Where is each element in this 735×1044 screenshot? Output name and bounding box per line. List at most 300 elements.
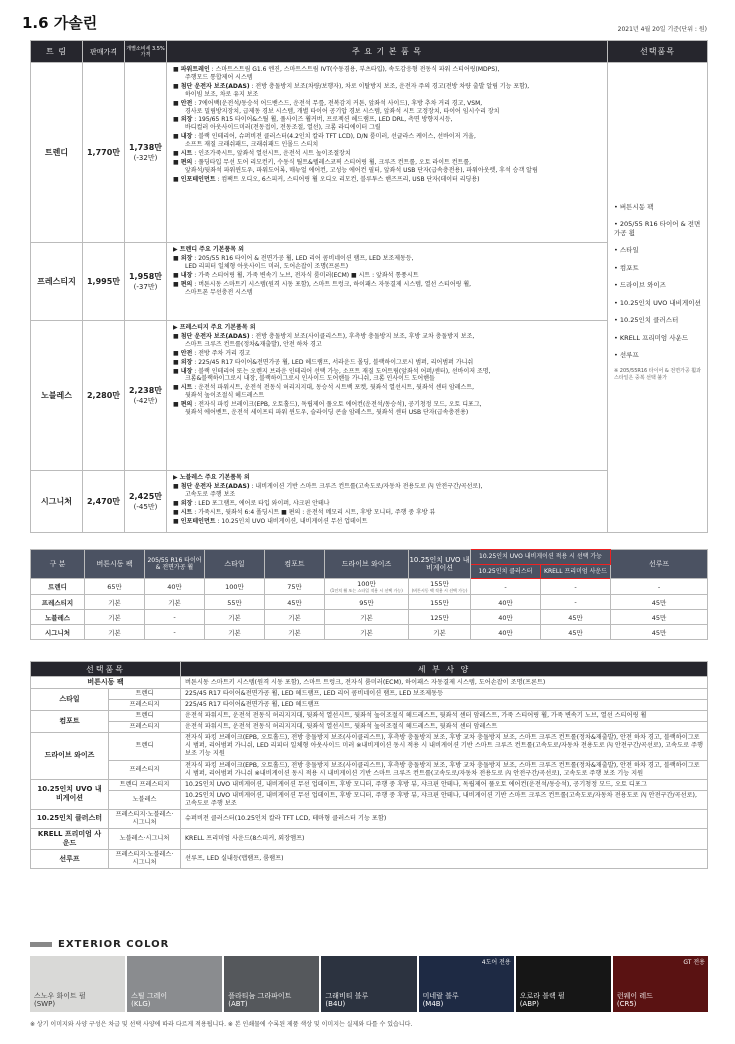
- feature-text-cont: 고속도로 주행 보조: [185, 490, 236, 498]
- trim-name: 노블레스: [31, 321, 83, 471]
- detail-spec: 10.25인치 UVO 내비게이션, 내비게이션 무선 업데이트, 후방 모니터, 주행 중 후방 뷰, 샤크핀 안테나, 독립제어 풀오토 에어컨(운전석/동승석), 공기청정 모드, 오토 디포그: [181, 779, 708, 790]
- price-cell: [265, 595, 325, 610]
- detail-spec: 225/45 R17 타이어&전면가공 휠, LED 헤드램프: [181, 700, 708, 711]
- option-price-table: [30, 549, 708, 640]
- detail-row: [31, 677, 708, 689]
- header-nav-group: 10.25인치 UVO 내비게이션 적용 시 선택 가능: [471, 550, 611, 565]
- feature-list: [167, 471, 608, 533]
- detail-trim: 트렌디: [109, 733, 181, 760]
- trim-name: 트렌디: [31, 63, 83, 243]
- color-code: (CR5): [616, 1000, 637, 1009]
- trim-tax-price: [125, 63, 167, 243]
- option-item: • KRELL 프리미엄 사운드: [614, 333, 689, 342]
- price-cell: [541, 625, 611, 640]
- detail-trim: 트렌디: [109, 711, 181, 722]
- price-value: 40만: [498, 613, 513, 622]
- detail-spec: 운전석 파워시트, 운전석 전동식 허리지지대, 뒷좌석 열선시트, 뒷좌석 높이조절식 헤드레스트, 뒷좌석 센터 암레스트, 가죽 스티어링 휠, 가죽 변속기 노브, 열선 스티어링 휠: [181, 711, 708, 722]
- price-cell: [265, 625, 325, 640]
- detail-trim: 프레스티지: [109, 722, 181, 733]
- detail-row: [31, 790, 708, 809]
- feature-text-cont: 바디컬러 아웃사이드미러(전동접이, 전동조절, 열선), 크롬 라디에이터 그릴: [185, 124, 381, 132]
- trim-tax-price: [125, 243, 167, 321]
- color-name: 스노우 화이트 펄: [34, 991, 86, 1000]
- detail-row: [31, 828, 708, 849]
- feature-category: ▶ 노블레스 주요 기본품목 외: [173, 474, 250, 481]
- header-krell: KRELL 프리미엄 사운드: [541, 564, 611, 579]
- feature-list: [167, 63, 608, 243]
- header-option-item: 선택품목: [31, 662, 181, 677]
- header-price: 판매가격: [83, 41, 125, 63]
- feature-list: [167, 321, 608, 471]
- price-value: -: [657, 582, 661, 591]
- price-cell: [85, 625, 145, 640]
- price-cell: [541, 595, 611, 610]
- footer-note: ※ 상기 이미지와 사양 구성은 차급 및 선택 사양에 따라 다르게 적용됩니다. ※ 본 인쇄물에 수록된 제품 색상 및 이미지는 실제와 다를 수 있습니다.: [30, 1021, 413, 1028]
- price-cell: [85, 579, 145, 595]
- price-value: 40만: [498, 598, 513, 607]
- feature-category: ▶ 프레스티지 주요 기본품목 외: [173, 324, 256, 331]
- price-cell: [145, 625, 205, 640]
- header-drive-wise: 드라이브 와이즈: [325, 550, 409, 579]
- price-value: 155만: [430, 598, 449, 607]
- tax-price-diff: (-45만): [133, 503, 158, 511]
- feature-text: : 전방 충돌방지 보조(차량/보행자), 차로 이탈방지 보조, 운전자 주의 경고(전방 차량 출발 알림 기능 포함),: [249, 82, 530, 90]
- option-item: • 선루프: [614, 350, 639, 359]
- detail-category: 10.25인치 클러스터: [31, 809, 109, 828]
- feature-text: : 10.25인치 UVO 내비게이션, 내비게이션 무선 업데이트: [215, 517, 368, 525]
- feature-line: [173, 500, 601, 508]
- color-swatch: [613, 956, 708, 1012]
- header-trim: 트 림: [31, 41, 83, 63]
- trim-row: [31, 63, 708, 243]
- color-name: 런웨이 레드: [616, 991, 653, 1000]
- detail-spec: 슈퍼비전 클러스터(10.25인치 칼라 TFT LCD, 테마형 클러스터 기능 포함): [181, 809, 708, 828]
- feature-category: ■ 안전: [173, 99, 193, 107]
- feature-text: : 205/55 R16 타이어 & 전면가공 휠, LED 리어 콤비네이션 램프, LED 보조제동등,: [192, 254, 414, 262]
- price-value: 프레스티지: [41, 598, 74, 607]
- price-cell: [611, 579, 708, 595]
- detail-category: KRELL 프리미엄 사운드: [31, 828, 109, 849]
- price-value: 기본: [168, 598, 181, 607]
- feature-category: ■ 내장: [173, 367, 193, 375]
- detail-spec: 버튼시동 스마트키 시스템(원격 시동 포함), 스마트 트렁크, 전자식 룸미러(ECM), 하이패스 자동결제 시스템, 도어손잡이 조명(프론트): [181, 677, 708, 689]
- detail-spec: 전자식 파킹 브레이크(EPB, 오토홀드), 전방 충돌방지 보조(사이클리스트), 후측방 충돌방지 보조, 후방 교차 충돌방지 보조, 스마트 크루즈 컨트롤(정차&재출발), 안전 하차 경고, 블랙하이그로시 범퍼, 리어범퍼 가니쉬 ※내비게이션 동시 적용 시 내비게이션 기반 스마트 크루즈 컨트롤(고속도로/자동차 전용도로 內 안전구간/곡선로), 고속도로 주행 보조 기능 지원: [181, 760, 708, 779]
- trim-row: [31, 471, 708, 533]
- price-value: -: [173, 628, 176, 636]
- price-cell: [85, 610, 145, 625]
- price-value: 65만: [107, 583, 122, 591]
- price-cell: [205, 579, 265, 595]
- feature-text: : 내비게이션 기반 스마트 크루즈 컨트롤(고속도로/자동차 전용도로 內 안전구간/곡선로),: [249, 482, 483, 490]
- feature-text-cont: 스마트폰 무선충전 시스템: [185, 288, 253, 296]
- feature-category: ■ 외장: [173, 254, 193, 262]
- page-title: 1.6 가솔린: [22, 14, 98, 32]
- price-row: [31, 595, 708, 610]
- detail-spec: 전자식 파킹 브레이크(EPB, 오토홀드), 전방 충돌방지 보조(사이클리스트), 후측방 충돌방지 보조, 후방 교차 충돌방지 보조, 스마트 크루즈 컨트롤(정차&재출발), 안전 하차 경고, 블랙하이그로시 범퍼, 리어범퍼 가니쉬, LED 리피터 일체형 아웃사이드 미러 ※내비게이션 동시 적용 시 내비게이션 기반 스마트 크루즈 컨트롤(고속도로/자동차 전용도로 內 안전구간/곡선로), 고속도로 주행 보조 기능 지원: [181, 733, 708, 760]
- price-value: 기본: [228, 613, 241, 622]
- exterior-color-label: EXTERIOR COLOR: [58, 939, 170, 950]
- price-cell: [265, 610, 325, 625]
- header-cluster: 10.25인치 클러스터: [471, 564, 541, 579]
- feature-line: [173, 368, 601, 384]
- price-value: 75만: [287, 583, 302, 591]
- color-swatches: [30, 956, 708, 1012]
- price-value: 기본: [433, 628, 446, 637]
- color-code: (B4U): [325, 1000, 346, 1009]
- option-item: • 스타일: [614, 246, 639, 255]
- feature-text: : 225/45 R17 타이어&전면가공 휠, LED 헤드램프, 서라운드 몰딩, 블랙하이그로시 범퍼, 리어범퍼 가니쉬: [192, 358, 474, 366]
- feature-line: [173, 133, 601, 149]
- trim-tax-price: [125, 321, 167, 471]
- feature-line: [173, 150, 601, 158]
- option-item: • 10.25인치 클러스터: [614, 316, 679, 325]
- detail-row: [31, 809, 708, 828]
- feature-line: [173, 474, 601, 482]
- color-code: (ABT): [228, 1000, 248, 1009]
- tax-price-value: 2,238만: [128, 386, 163, 395]
- feature-text-cont: LED 리피터 일체형 아웃사이드 미러, 도어손잡이 조명(프론트): [185, 262, 349, 270]
- price-cell: [85, 595, 145, 610]
- price-value: -: [504, 582, 507, 591]
- price-cell: [611, 625, 708, 640]
- feature-category: ■ 시트: [173, 508, 193, 516]
- feature-text: : 스마트스트림 G1.6 엔진, 스마트스트림 IVT(수동겸용, 부츠타입), 속도감응형 전동식 파워 스티어링(MDPS),: [209, 66, 500, 73]
- feature-text: : 블랙 인테리어, 슈퍼비전 클러스터(4.2인치 칼라 TFT LCD), D/N 룸미러, 선글라스 케이스, 선바이저 거울,: [192, 133, 476, 141]
- price-row-trim: [31, 579, 85, 595]
- trim-tax-price: [125, 471, 167, 533]
- price-cell: [471, 610, 541, 625]
- feature-line: [173, 83, 601, 99]
- price-value: 100만: [225, 583, 244, 591]
- detail-spec: KRELL 프리미엄 사운드(8스피커, 외장앰프): [181, 828, 708, 849]
- color-tag: 4도어 전용: [481, 959, 511, 966]
- header-category: 구 분: [31, 550, 85, 579]
- feature-category: ■ 인포테인먼트: [173, 175, 216, 183]
- detail-row: [31, 711, 708, 722]
- color-code: (SWP): [34, 1000, 56, 1009]
- feature-category: ■ 첨단 운전자 보조(ADAS): [173, 482, 250, 490]
- detail-trim: 트렌디 프레스티지: [109, 779, 181, 790]
- header-navigation: 10.25인치 UVO 내비게이션: [409, 550, 471, 579]
- detail-row: [31, 689, 708, 700]
- price-value: 55만: [227, 598, 242, 607]
- detail-trim: 프레스티지: [109, 760, 181, 779]
- detail-row: [31, 779, 708, 790]
- detail-spec: 선루프, LED 실내등(맵램프, 룸램프): [181, 850, 708, 869]
- detail-row: [31, 700, 708, 711]
- feature-text: : 7에어백(운전석/동승석 어드밴스드, 운전석 무릎, 전복감지 커튼, 앞좌석 사이드), 후방 추차 거리 경고, VSM,: [192, 99, 483, 107]
- color-swatch: [321, 956, 416, 1012]
- feature-text-cont: 경사로 밀림방지장치, 급제동 경보 시스템, 개별 타이어 공기압 경보 시스템, 앞좌석 시트 고정장치, 타이어 임시수리 장치: [185, 107, 500, 115]
- detail-row: [31, 722, 708, 733]
- price-row-trim: [31, 595, 85, 610]
- feature-line: [173, 66, 601, 82]
- detail-category: 스타일: [31, 689, 109, 711]
- price-value: 40만: [498, 628, 513, 637]
- feature-category: ■ 외장: [173, 499, 193, 507]
- feature-text: : 가죽시트, 뒷좌석 6:4 폴딩시트 ■ 편의 : 운전석 메모리 시트, 후방 모니터, 주행 중 후방 뷰: [192, 508, 436, 516]
- price-value: 125만: [430, 613, 449, 622]
- feature-category: ■ 안전: [173, 349, 193, 357]
- price-cell: [205, 610, 265, 625]
- price-value: -: [574, 582, 577, 591]
- option-item: • 205/55 R16 타이어 & 전면가공 휠: [614, 220, 701, 237]
- feature-line: [173, 272, 601, 280]
- color-name: 플라티늄 그라파이트: [228, 991, 292, 1000]
- price-row: [31, 579, 708, 595]
- detail-trim: 프레스티지·노블레스·시그니처: [109, 809, 181, 828]
- price-row: [31, 625, 708, 640]
- option-item: • 드라이브 와이즈: [614, 281, 666, 290]
- header-button-start: 버튼시동 팩: [85, 550, 145, 579]
- option-note: ※ 205/55R16 타이어 & 전면가공 휠과 스타일은 중복 선택 불가: [614, 368, 701, 381]
- price-value: 기본: [108, 598, 121, 607]
- price-value: -: [574, 598, 577, 606]
- price-value: 기본: [288, 628, 301, 637]
- tax-price-diff: (-42만): [133, 397, 158, 405]
- feature-list: [167, 243, 608, 321]
- price-row: [31, 610, 708, 625]
- feature-text: : LED 포그램프, 에어로 타입 와이퍼, 샤크핀 안테나: [192, 499, 330, 507]
- price-value: 기본: [288, 613, 301, 622]
- feature-text: : 가죽 스티어링 휠, 가죽 변속기 노브, 전자식 룸미러(ECM) ■ 시트 : 앞좌석 통풍시트: [192, 271, 419, 279]
- trim-price: 1,770만: [83, 63, 125, 243]
- exterior-color-title: [30, 939, 169, 950]
- feature-text: : 컴팩트 오디오, 6스피커, 스티어링 휠 오디오 리모컨, 블루투스 핸즈프리, USB 단자(데이터 리딩용): [215, 175, 480, 183]
- trim-price: 1,995만: [83, 243, 125, 321]
- header-style: 스타일: [205, 550, 265, 579]
- price-value: 트렌디: [48, 583, 67, 591]
- price-cell: [409, 625, 471, 640]
- price-value: 기본: [360, 628, 373, 637]
- price-value: 45만: [568, 613, 583, 622]
- tax-price-diff: (-37만): [133, 283, 158, 291]
- price-value: 45만: [651, 613, 667, 622]
- price-cell: [145, 610, 205, 625]
- feature-category: ▶ 트렌디 주요 기본품목 외: [173, 246, 244, 253]
- price-row-trim: [31, 625, 85, 640]
- feature-category: ■ 내장: [173, 271, 193, 279]
- feature-text: : 운전석 파워시트, 운전석 전동식 허리지지대, 동승석 시트백 포켓, 뒷좌석 열선시트, 뒷좌석 센터 암레스트,: [192, 384, 475, 392]
- price-cell: [265, 579, 325, 595]
- feature-category: ■ 편의: [173, 158, 193, 166]
- feature-line: [173, 401, 601, 417]
- detail-category: 10.25인치 UVO 내비게이션: [31, 779, 109, 809]
- price-value: 기본: [108, 613, 121, 622]
- detail-row: [31, 850, 708, 869]
- feature-text-cont: 스마트 크루즈 컨트롤(정차&재출발), 안전 하차 경고: [185, 340, 322, 348]
- price-value: 기본: [228, 628, 241, 637]
- feature-line: [173, 324, 601, 332]
- detail-trim: 노블레스: [109, 790, 181, 809]
- feature-line: [173, 359, 601, 367]
- color-swatch: [419, 956, 514, 1012]
- color-code: (KLG): [131, 1000, 151, 1009]
- option-list: [608, 63, 708, 533]
- color-swatch: [516, 956, 611, 1012]
- feature-line: [173, 255, 601, 271]
- feature-text-cont: 소프트 재질 크래쉬패드, 크래쉬패드 인몰드 스티치: [185, 141, 319, 149]
- color-name: 미네랄 블루: [422, 991, 459, 1000]
- price-cell: [325, 625, 409, 640]
- feature-line: [173, 159, 601, 175]
- price-cell: [611, 610, 708, 625]
- tax-price-value: 2,425만: [128, 492, 163, 501]
- feature-line: [173, 100, 601, 116]
- tax-price-value: 1,738만: [128, 143, 163, 152]
- trim-row: [31, 321, 708, 471]
- trim-price: 2,470만: [83, 471, 125, 533]
- detail-spec: 225/45 R17 타이어&전면가공 휠, LED 헤드램프, LED 리어 콤비네이션 램프, LED 보조제동등: [181, 689, 708, 700]
- feature-line: [173, 350, 601, 358]
- main-spec-table: [30, 40, 708, 533]
- price-row-trim: [31, 610, 85, 625]
- detail-trim: 프레스티지: [109, 700, 181, 711]
- feature-category: ■ 첨단 운전자 보조(ADAS): [173, 82, 250, 90]
- feature-category: ■ 편의: [173, 401, 193, 409]
- trim-price: 2,280만: [83, 321, 125, 471]
- trim-name: 프레스티지: [31, 243, 83, 321]
- price-subnote: (1인치 휠 또는 스타일 적용 시 선택 가능): [330, 588, 403, 593]
- color-name: 그래비티 블루: [325, 991, 369, 1000]
- feature-text-cont: 하이빔 보조, 차로 유지 보조: [185, 90, 259, 98]
- feature-text: : 전방 충돌방지 보조(사이클리스트), 후측방 충돌방지 보조, 후방 교차 충돌방지 보조,: [249, 332, 475, 340]
- price-subnote: (버튼시동 팩 적용 시 선택 가능): [411, 588, 468, 593]
- option-detail-table: [30, 661, 708, 869]
- price-cell: [471, 579, 541, 595]
- feature-text: : 195/65 R15 타이어&스틸 휠, 풀사이즈 휠커버, 프로젝션 헤드램프, LED DRL, 측면 방향지시등,: [192, 116, 453, 124]
- price-value: 45만: [568, 628, 583, 637]
- price-value: 45만: [651, 598, 667, 607]
- price-cell: [205, 595, 265, 610]
- feature-text-cont: 크롬&블랙하이그로시 내장, 블랙하이그로시 인사이드 도어핸들 가니쉬, 크롬 인사이드 도어핸들: [185, 375, 435, 383]
- price-cell: [409, 610, 471, 625]
- price-value: 노블레스: [44, 613, 71, 622]
- color-swatch: [30, 956, 125, 1012]
- trim-name: 시그니처: [31, 471, 83, 533]
- price-value: 기본: [108, 628, 121, 637]
- price-cell: [541, 579, 611, 595]
- color-tag: GT 전용: [683, 959, 705, 966]
- price-cell: [471, 625, 541, 640]
- color-code: (ABP): [519, 1000, 539, 1009]
- detail-trim: 노블레스·시그니처: [109, 828, 181, 849]
- trim-row: [31, 243, 708, 321]
- price-value: 45만: [287, 598, 302, 607]
- feature-line: [173, 281, 601, 297]
- feature-line: [173, 509, 601, 517]
- feature-category: ■ 파워트레인: [173, 66, 210, 73]
- price-cell: [325, 610, 409, 625]
- header-tax-price: 개별소비세 3.5% 가격: [125, 41, 167, 63]
- feature-text-cont: 주행모드 통합제어 시스템: [185, 73, 253, 81]
- feature-line: [173, 333, 601, 349]
- color-name: 스틸 그레이: [131, 991, 168, 1000]
- feature-text-cont: 뒷좌석 에어벤트, 운전석 세이프티 파워 윈도우, 슬라이딩 콘솔 암레스트, 뒷좌석 센터 USB 단자(급속충전용): [185, 409, 469, 417]
- feature-line: [173, 483, 601, 499]
- tax-price-value: 1,958만: [128, 272, 163, 281]
- price-cell: [145, 595, 205, 610]
- detail-trim: 프레스티지·노블레스·시그니처: [109, 850, 181, 869]
- detail-category: 드라이브 와이즈: [31, 733, 109, 779]
- feature-line: [173, 116, 601, 132]
- feature-text: : 전자식 파킹 브레이크(EPB, 오토홀드), 독립제어 풀오토 에어컨(운전석/동승석), 공기청정 모드, 오토 디포그,: [192, 401, 482, 409]
- header-comfort: 컴포트: [265, 550, 325, 579]
- detail-category: 컴포트: [31, 711, 109, 733]
- header-wheel: 205/55 R16 타이어 & 전면가공 휠: [145, 550, 205, 579]
- feature-text: : 인조가죽시트, 앞좌석 열선시트, 운전석 시트 높이조절장치: [192, 150, 351, 158]
- feature-category: ■ 첨단 운전자 보조(ADAS): [173, 332, 250, 340]
- feature-category: ■ 시트: [173, 150, 193, 158]
- price-value: 시그니처: [44, 628, 71, 637]
- detail-spec: 10.25인치 UVO 내비게이션, 내비게이션 무선 업데이트, 후방 모니터, 주행 중 후방 뷰, 샤크핀 안테나, 내비게이션 기반 스마트 크루즈 컨트롤(고속도로/자동차 전용도로 內 안전구간/곡선로), 고속도로 주행 보조: [181, 790, 708, 809]
- header-sunroof: 선루프: [611, 550, 708, 579]
- feature-category: ■ 시트: [173, 384, 193, 392]
- feature-category: ■ 편의: [173, 280, 193, 288]
- feature-category: ■ 인포테인먼트: [173, 517, 216, 525]
- detail-spec: 운전석 파워시트, 운전석 전동식 허리지지대, 뒷좌석 열선시트, 뒷좌석 높이조절식 헤드레스트, 뒷좌석 센터 암레스트: [181, 722, 708, 733]
- price-cell: [611, 595, 708, 610]
- color-swatch: [127, 956, 222, 1012]
- color-code: (M4B): [422, 1000, 444, 1009]
- option-item: • 버튼시동 팩: [614, 203, 654, 211]
- option-item: • 컴포트: [614, 263, 639, 272]
- header-options: 선택품목: [608, 41, 708, 63]
- price-value: 45만: [651, 628, 667, 637]
- title-bar-decoration: [30, 942, 52, 947]
- price-value: 155만: [430, 580, 449, 588]
- price-value: 기본: [360, 613, 373, 622]
- price-cell: [325, 579, 409, 595]
- feature-text-cont: 뒷좌석 높이조절식 헤드레스트: [185, 392, 265, 400]
- feature-line: [173, 384, 601, 400]
- color-swatch: [224, 956, 319, 1012]
- price-value: 95만: [359, 598, 374, 607]
- price-value: 40만: [167, 583, 182, 591]
- feature-text: : 버튼시동 스마트키 시스템(원격 시동 포함), 스마트 트렁크, 하이패스 자동결제 시스템, 열선 스티어링 휠,: [192, 280, 472, 288]
- feature-text: : 전방 주차 거리 경고: [192, 349, 251, 357]
- option-item: • 10.25인치 UVO 내비게이션: [614, 298, 701, 307]
- detail-category: 선루프: [31, 850, 109, 869]
- header-detail-spec: 세 부 사 양: [181, 662, 708, 677]
- feature-line: [173, 518, 601, 526]
- price-cell: [325, 595, 409, 610]
- header-features: 주 요 기 본 품 목: [167, 41, 608, 63]
- price-value: -: [173, 613, 176, 621]
- color-name: 오로라 블랙 펄: [519, 991, 565, 1000]
- price-cell: [409, 595, 471, 610]
- feature-line: [173, 176, 601, 184]
- detail-trim: 트렌디: [109, 689, 181, 700]
- feature-text: : 블랙 인테리어 또는 오렌지 브라운 인테리어 선택 가능, 소프트 재질 도어트림(앞좌석 어퍼/센터), 선바이저 조명,: [192, 367, 491, 375]
- feature-category: ■ 내장: [173, 133, 193, 141]
- feature-category: ■ 외장: [173, 358, 193, 366]
- feature-category: ■ 외장: [173, 116, 193, 124]
- detail-category: 버튼시동 팩: [31, 677, 181, 689]
- price-cell: [541, 610, 611, 625]
- feature-text: : 풀딩타입 무선 도어 리모컨키, 수동식 틸트&텔레스코픽 스티어링 휠, 크루즈 컨트롤, 오토 라이트 컨트롤,: [192, 158, 472, 166]
- price-cell: [471, 595, 541, 610]
- tax-price-diff: (-32만): [133, 154, 158, 162]
- price-cell: [145, 579, 205, 595]
- price-value: 100만: [357, 580, 376, 588]
- price-cell: [205, 625, 265, 640]
- detail-row: [31, 760, 708, 779]
- detail-row: [31, 733, 708, 760]
- feature-text-cont: 앞좌석/뒷좌석 파워윈도우, 파워도어록, 매뉴얼 에어컨, 고성능 에어컨 필터, 앞좌석 USB 단자(급속충전용), 파워아웃렛, 후석 승객 알림: [185, 166, 538, 174]
- feature-line: [173, 246, 601, 254]
- date-note: 2021년 4월 20일 기준(단위 : 원): [617, 26, 707, 33]
